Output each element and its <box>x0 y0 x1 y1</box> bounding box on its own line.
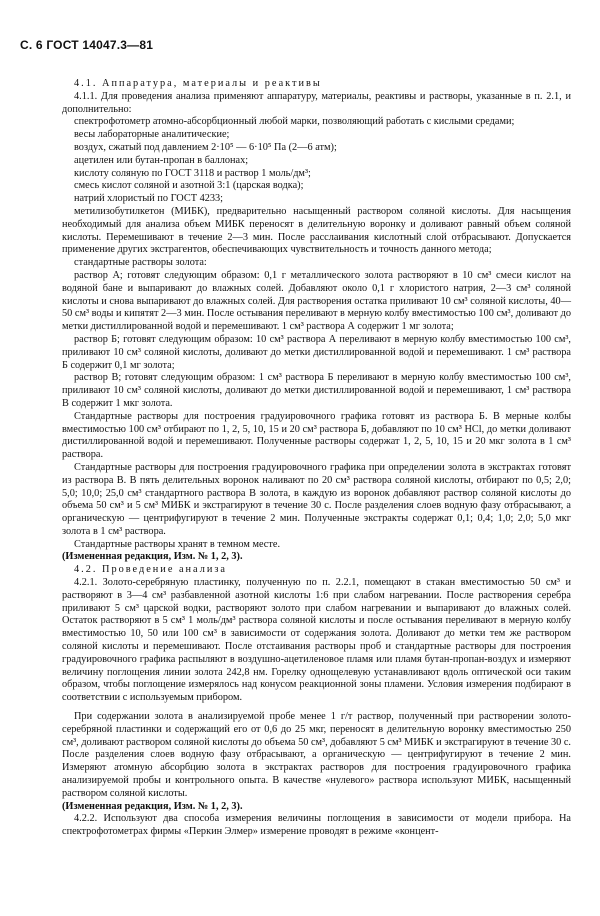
revision-note: (Измененная редакция, Изм. № 1, 2, 3). <box>62 800 243 812</box>
document-body <box>62 78 571 839</box>
list-item: смесь кислот соляной и азотной 3:1 (царская водка); <box>74 180 304 192</box>
section-heading-apparatus: 4.1. Аппаратура, материалы и реактивы <box>74 78 322 89</box>
paragraph: 4.2.2. Используют два способа измерения величины поглощения в зависимости от модели прибора. На спектрофотометрах фирмы «Перкин Элмер» измерение проводят в режиме «концент- <box>62 813 571 838</box>
list-item: воздух, сжатый под давлением 2·10⁵ — 6·10⁵ Па (2—6 атм); <box>74 141 337 153</box>
revision-note: (Измененная редакция, Изм. № 1, 2, 3). <box>62 551 243 563</box>
paragraph: 4.2.1. Золото-серебряную пластинку, полученную по п. 2.2.1, помещают в стакан вместимостью 50 см³ и растворяют в 3—4 см³ разбавленной азотной кислоты 1:6 при слабом нагревании. После растворения серебра приливают 5 см³ царской водки, растворяют золото при слабом нагревании и выпаривают до влажных солей. Остаток растворяют в 5 см³ 1 моль/дм³ раствора соляной кислоты и после остывания переливают в мерную колбу вместимостью 10, 50 или 100 см³ в зависимости от содержания золота. Доливают до метки тем же раствором соляной кислоты и перемешивают. После отстаивания растворы проб и стандартные растворы для построения градуировочного графика распыляют в воздушно-ацетиленовое пламя или пламя бутан-пропан-воздух и измеряют величину поглощения линии золота 242,8 нм. Горелку однощелевую устанавливают вдоль оптической оси таким образом, чтобы поглощение измерялось над конусом реакционной зоны пламени. Условия измерения подбирают в соответствии с используемым прибором. <box>62 577 571 704</box>
paragraph: 4.1.1. Для проведения анализа применяют аппаратуру, материалы, реактивы и растворы, указанные в п. 2.1, и дополнительно: <box>62 90 571 115</box>
list-item: весы лабораторные аналитические; <box>74 129 230 141</box>
paragraph: Стандартные растворы для построения градуировочного графика при определении золота в экстрактах готовят из раствора В. В пять делительных воронок наливают по 20 см³ раствора соляной кислоты, отбирают по 0,5; 2,0; 5,0; 10,0; 25,0 см³ стандартного раствора В золота, в каждую из воронок добавляют раствор соляной кислоты до объема 50 см³ и 5 см³ МИБК и экстрагируют в течение 30 с. После разделения слоев водную фазу отбрасывают, а органическую — центрифугируют в течение 2 мин. Полученные экстракты содержат 0,1; 0,4; 1,0; 2,0; 5,0 мкг золота в 1 см³ раствора. <box>62 461 571 537</box>
list-item: кислоту соляную по ГОСТ 3118 и раствор 1 моль/дм³; <box>74 167 311 179</box>
paragraph: Стандартные растворы хранят в темном месте. <box>74 538 281 550</box>
list-item: натрий хлористый по ГОСТ 4233; <box>74 193 224 205</box>
solution-b-paragraph: раствор Б; готовят следующим образом: 10 см³ раствора А переливают в мерную колбу вместимостью 100 см³, приливают 10 см³ соляной кислоты, доливают до метки дистиллированной водой и перемешивают. 1 см³ раствора Б содержит 0,1 мг золота; <box>62 333 571 371</box>
list-item: ацетилен или бутан-пропан в баллонах; <box>74 154 249 166</box>
list-item: стандартные растворы золота: <box>74 257 207 269</box>
list-item: метилизобутилкетон (МИБК), предварительно насыщенный раствором соляной кислоты. Для насыщения необходимый для анализа объем МИБК переносят в делительную воронку и доливают равный объем соляной кислоты. Перемешивают в течение 2—3 мин. После расслаивания кислотный слой отбрасывают. Допускается применение других экстрагентов, обеспечивающих чувствительность и точность данного метода; <box>62 205 571 256</box>
solution-v-paragraph: раствор В; готовят следующим образом: 1 см³ раствора Б переливают в мерную колбу вместимостью 100 см³, приливают 10 см³ соляной кислоты, доливают до метки дистиллированной водой и перемешивают, 1 см³ раствора В содержит 1 мкг золота. <box>62 372 571 409</box>
paragraph: При содержании золота в анализируемой пробе менее 1 г/т раствор, полученный при растворении золото-серебряной пластинки и содержащий его от 0,6 до 25 мкг, переносят в делительную воронку вместимостью 250 см³, доливают раствором соляной кислоты до объема 50 см³, добавляют 5 см³ МИБК и экстрагируют в течение 30 с. После разделения слоев водную фазу отбрасывают, а органическую — центрифугируют в течение 2 мин. Измеряют атомную абсорбцию золота в экстрактах растворов для построения градуировочного графика анализируемой пробы и контрольного опыта. В качестве «нулевого» раствора используют МИБК, насыщенный раствором соляной кислоты. <box>62 711 571 799</box>
page-header: С. 6 ГОСТ 14047.3—81 <box>20 38 154 52</box>
solution-a-paragraph: раствор А; готовят следующим образом: 0,1 г металлического золота растворяют в 10 см³ смеси кислот на водяной бане и выпаривают до влажных солей. Добавляют около 0,1 г хлористого натрия, 2—3 см³ соляной кислоты и снова выпаривают до влажных солей. Для растворения остатка приливают 10 см³ соляной кислоты, 40—50 см³ воды и кипятят 2—3 мин. После остывания переливают в мерную колбу вместимостью 100 см³, доливают до метки дистиллированной водой и перемешивают. 1 см³ раствора А содержит 1 мг золота; <box>62 269 571 333</box>
section-heading-analysis: 4.2. Проведение анализа <box>74 564 227 576</box>
paragraph: Стандартные растворы для построения градуировочного графика готовят из раствора Б. В мерные колбы вместимостью 100 см³ отбирают по 1, 2, 5, 10, 15 и 20 см³ раствора Б, добавляют по 10 см³ HCl, до метки доливают дистиллированной водой и перемешивают. Полученные растворы содержат 1, 2, 5, 10, 15 и 20 мкг золота в 1 см³ раствора. <box>62 410 571 461</box>
list-item: спектрофотометр атомно-абсорбционный любой марки, позволяющий работать с кислыми средами; <box>74 116 515 128</box>
